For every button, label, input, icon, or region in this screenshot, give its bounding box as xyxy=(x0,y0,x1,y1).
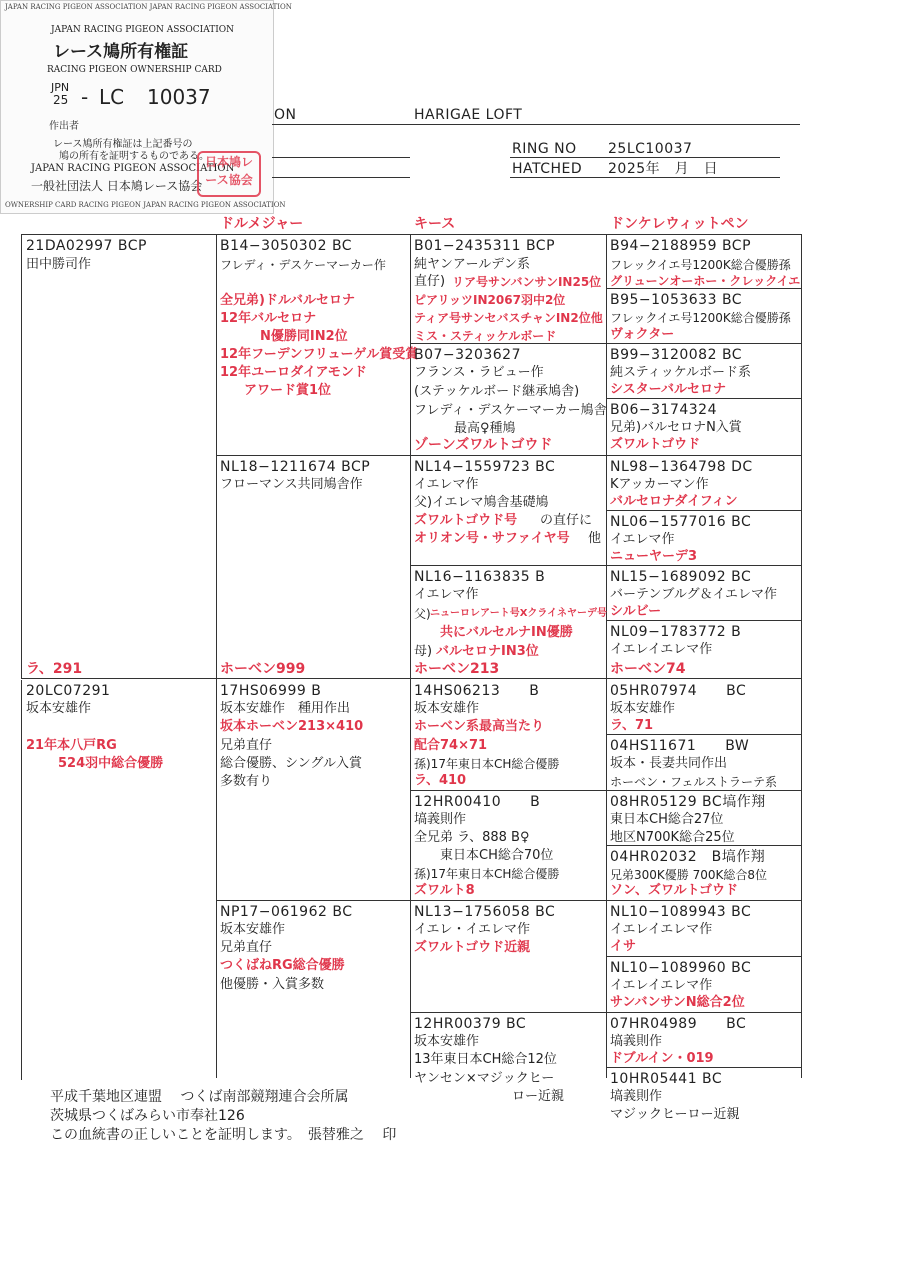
dam-achievement-1: 21年本八戸RG xyxy=(26,738,117,753)
card-dash: - xyxy=(81,85,89,109)
g4-g-ring: NL15−1689092 BC xyxy=(610,569,752,585)
g4-p-ring: 10HR05441 BC xyxy=(610,1071,723,1087)
dam-breeder: 坂本安雄作 xyxy=(26,701,92,716)
g4-g-line-1: バーテンブルグ＆イエレマ作 xyxy=(610,587,778,602)
g4-e-line-1: Kアッカーマン作 xyxy=(610,477,709,492)
g4-h-line-1: イエレイエレマ作 xyxy=(610,642,713,657)
g3-h-line-1: 坂本安雄作 xyxy=(414,1034,480,1049)
g3-e-red-2: 配合74×71 xyxy=(414,738,488,753)
g4-p-line-1: 塙義則作 xyxy=(610,1089,663,1104)
g4-f-line-1: イエレマ作 xyxy=(610,532,675,547)
g2-sire-line-1: フレディ・デスケーマーカー作 xyxy=(220,258,386,272)
g4-n-ring: NL10−1089960 BC xyxy=(610,960,752,976)
g3-c-ring: NL14−1559723 BC xyxy=(414,459,556,475)
g3-a-line-2: 直仔) xyxy=(414,274,446,289)
g4-k-ring: 08HR05129 BC塙作翔 xyxy=(610,794,766,810)
association-seal: 日本鳩レース協会 xyxy=(197,151,261,197)
g4-j-line-1: 坂本・長妻共同作出 xyxy=(610,756,728,771)
g3-b-line-2: (ステッケルボード継承鳩舎) xyxy=(414,384,580,399)
g3-c-red-1: ズワルトゴウド号 xyxy=(414,513,518,528)
g4-b-line-1: フレックイエ号1200K総合優勝孫 xyxy=(610,311,791,325)
g3-h-ring: 12HR00379 BC xyxy=(414,1016,527,1032)
g3-a-red-2: ピアリッツIN2067羽中2位 xyxy=(414,293,566,307)
g3-c-line-3: の直仔に xyxy=(540,513,593,528)
g4-a-red-1: グリューンオーホー・クレックイエ xyxy=(610,274,801,288)
g3-c-line-1: イエレマ作 xyxy=(414,477,479,492)
g4-p-line-2: マジックヒーロー近親 xyxy=(610,1107,740,1122)
footer-line-2: 茨城県つくばみらい市奉社126 xyxy=(50,1108,245,1124)
g3-b-ring: B07−3203627 xyxy=(414,347,521,363)
ring-label: RING NO xyxy=(512,141,577,157)
g4-k-line-1: 東日本CH総合27位 xyxy=(610,812,724,827)
g3-b-line-1: フランス・ラビュー作 xyxy=(414,365,544,380)
footer-line-3: この血統書の正しいことを証明します。 張替雅之 印 xyxy=(50,1127,397,1143)
g3-f-line-4: 孫)17年東日本CH総合優勝 xyxy=(414,867,560,881)
card-edge-bottom: OWNERSHIP CARD RACING PIGEON JAPAN RACING PIGEON ASSOCIATION xyxy=(5,201,286,209)
dam-name: ラ、291 xyxy=(26,661,83,677)
card-note-1: レース鳩所有権証は上記番号の xyxy=(53,139,193,150)
g3-a-red-4: ミス・スティッケルボード xyxy=(414,329,557,343)
g2-dam-sire-line-2: 兄弟直仔 xyxy=(220,738,273,753)
dam-ring: 20LC07291 xyxy=(26,683,111,699)
g3-c-name: ゾーンズワルトゴウド xyxy=(414,437,553,453)
g3-f-line-3: 東日本CH総合70位 xyxy=(440,848,554,863)
g2-dam-dam-line-2: 兄弟直仔 xyxy=(220,940,273,955)
g2-dam-sire-line-4: 多数有り xyxy=(220,774,273,789)
g3-h-line-2: 13年東日本CH総合12位 xyxy=(414,1052,557,1067)
g4-l-ring: 04HR02032 B塙作翔 xyxy=(610,849,766,865)
g4-i-red-1: ラ、71 xyxy=(610,718,654,733)
dam-achievement-2: 524羽中総合優勝 xyxy=(58,756,164,771)
g4-l-red-1: ソン、ズワルトゴウド xyxy=(610,883,739,898)
g4-o-red-1: ドブルイン・019 xyxy=(610,1051,714,1066)
g3-a-name: キース xyxy=(414,216,456,232)
card-assoc-en: JAPAN RACING PIGEON ASSOCIATION xyxy=(51,25,235,35)
footer-line-1: 平成千葉地区連盟 つくば南部競翔連合会所属 xyxy=(50,1089,349,1105)
header-partial: ON xyxy=(274,107,297,123)
g3-e-red-1: ホーベン系最高当たり xyxy=(414,719,545,734)
g3-e-ring: 14HS06213 B xyxy=(414,683,540,699)
g4-d-line-1: 兄弟)バルセロナN入賞 xyxy=(610,420,742,435)
g3-g-line-1: イエレ・イエレマ作 xyxy=(414,922,530,937)
g2-sire-dam-ring: NL18−1211674 BCP xyxy=(220,459,371,475)
g2-dam-sire-red-1: 坂本ホーベン213×410 xyxy=(220,719,364,734)
g4-j-line-2: ホーベン・フェルストラーテ系 xyxy=(610,775,778,789)
g4-a-ring: B94−2188959 BCP xyxy=(610,238,752,254)
g2-sire-red-2: 12年バルセロナ xyxy=(220,311,317,326)
g3-f-line-1: 塙義則作 xyxy=(414,812,467,827)
g4-c-ring: B99−3120082 BC xyxy=(610,347,743,363)
g3-d-red-2: 共にバルセルナIN優勝 xyxy=(440,625,573,640)
g3-b-line-3: フレディ・デスケーマーカー鳩舎 xyxy=(414,403,607,418)
card-loft: LC xyxy=(99,85,125,109)
sire-ring: 21DA02997 BCP xyxy=(26,238,147,254)
g2-dam-dam-line-1: 坂本安雄作 xyxy=(220,922,286,937)
g2-dam-sire-line-3: 総合優勝、シングル入賞 xyxy=(220,756,363,771)
g4-d-red-1: ズワルトゴウド xyxy=(610,437,701,452)
g3-e-name: ホーベン213 xyxy=(414,661,500,677)
g3-c-red-2: オリオン号・サファイヤ号 xyxy=(414,531,570,546)
g2-sire-red-6: アワード賞1位 xyxy=(244,383,332,398)
g2-sire-name: ドルメジャー xyxy=(220,216,304,232)
g3-c-line-2: 父)イエレマ鳩舎基礎鳩 xyxy=(414,495,549,510)
g4-f-red-1: ニューヤーデ3 xyxy=(610,549,698,564)
g3-e-red-3: ラ、410 xyxy=(414,773,467,788)
ownership-card xyxy=(0,0,292,214)
hatched-label: HATCHED xyxy=(512,161,583,177)
g4-d-ring: B06−3174324 xyxy=(610,402,717,418)
card-assoc-jp: 一般社団法人 日本鳩レース協会 xyxy=(31,179,203,193)
g2-sire-dam-line-1: フローマンス共同鳩舎作 xyxy=(220,477,363,492)
g4-j-ring: 04HS11671 BW xyxy=(610,738,750,754)
g3-d-ring: NL16−1163835 B xyxy=(414,569,546,585)
hatched-value: 2025年 月 日 xyxy=(608,161,719,177)
ring-number: 25LC10037 xyxy=(608,141,693,157)
g3-f-line-2: 全兄弟 ラ、888 B♀ xyxy=(414,830,530,845)
card-title-en: RACING PIGEON OWNERSHIP CARD xyxy=(47,65,222,75)
g4-n-line-1: イエレイエレマ作 xyxy=(610,978,713,993)
g4-c-line-1: 純スティッケルボード系 xyxy=(610,365,752,380)
g3-f-red-1: ズワルト8 xyxy=(414,883,475,898)
card-assoc-en-2: JAPAN RACING PIGEON ASSOCIATION xyxy=(31,163,235,174)
card-note-2: 鳩の所有を証明するものである。 xyxy=(59,151,209,162)
card-author-label: 作出者 xyxy=(49,121,79,132)
sire-breeder: 田中勝司作 xyxy=(26,257,92,272)
g4-f-ring: NL06−1577016 BC xyxy=(610,514,752,530)
g3-c-line-4: 他 xyxy=(588,531,602,546)
g4-h-ring: NL09−1783772 B xyxy=(610,624,742,640)
g3-a-line-1: 純ヤンアールデン系 xyxy=(414,257,530,272)
g3-e-line-1: 坂本安雄作 xyxy=(414,701,480,716)
g3-d-red-3: バルセロナIN3位 xyxy=(436,644,539,659)
g4-e-red-1: バルセロナダイフィン xyxy=(610,494,738,509)
g4-m-red-1: イサ xyxy=(610,939,637,954)
g2-dam-dam-line-3: 他優勝・入賞多数 xyxy=(220,977,325,992)
g3-g-red-1: ズワルトゴウド近親 xyxy=(414,940,531,955)
g4-n-red-1: サンバンサンN総合2位 xyxy=(610,995,745,1010)
g3-a-ring: B01−2435311 BCP xyxy=(414,238,556,254)
card-number: 10037 xyxy=(147,85,211,109)
g3-e-line-2: 孫)17年東日本CH総合優勝 xyxy=(414,757,560,771)
g2-sire-red-1: 全兄弟)ドルバルセロナ xyxy=(220,293,356,308)
g4-l-line-1: 兄弟300K優勝 700K総合8位 xyxy=(610,868,767,882)
g4-o-ring: 07HR04989 BC xyxy=(610,1016,747,1032)
g3-h-line-4: ロー近親 xyxy=(512,1089,565,1104)
g2-dam-dam-red-1: つくばねRG総合優勝 xyxy=(220,958,345,973)
g4-i-name: ホーベン74 xyxy=(610,661,686,677)
card-year: 25 xyxy=(53,93,69,107)
g4-b-red-1: ヴォクター xyxy=(610,327,675,342)
g2-dam-sire-ring: 17HS06999 B xyxy=(220,683,322,699)
g4-k-line-2: 地区N700K総合25位 xyxy=(610,830,735,845)
g4-b-ring: B95−1053633 BC xyxy=(610,292,743,308)
g3-d-line-2: 父) xyxy=(414,607,431,621)
g3-d-line-1: イエレマ作 xyxy=(414,587,479,602)
g3-a-red-1: リア号サンバンサンIN25位 xyxy=(452,275,602,289)
g2-dam-sire-line-1: 坂本安雄作 種用作出 xyxy=(220,701,351,716)
g4-m-ring: NL10−1089943 BC xyxy=(610,904,752,920)
g2-sire-ring: B14−3050302 BC xyxy=(220,238,353,254)
g3-b-line-4: 最高♀種鳩 xyxy=(454,421,516,436)
g3-g-ring: NL13−1756058 BC xyxy=(414,904,556,920)
g2-dam-dam-ring: NP17−061962 BC xyxy=(220,904,353,920)
g4-i-line-1: 坂本安雄作 xyxy=(610,701,676,716)
g4-i-ring: 05HR07974 BC xyxy=(610,683,747,699)
g3-d-line-3: 母) xyxy=(414,644,433,659)
g2-dam-sire-name: ホーベン999 xyxy=(220,661,306,677)
g3-h-line-3: ヤンセン×マジックヒー xyxy=(414,1071,555,1086)
card-country: JPN xyxy=(51,81,70,94)
g4-a-name: ドンケレウィットペン xyxy=(610,216,749,232)
g4-a-line-1: フレックイエ号1200K総合優勝孫 xyxy=(610,258,791,272)
g3-f-ring: 12HR00410 B xyxy=(414,794,541,810)
card-title-jp: レース鳩所有権証 xyxy=(53,42,189,62)
card-edge-text: JAPAN RACING PIGEON ASSOCIATION JAPAN RACING PIGEON ASSOCIATION xyxy=(5,3,292,11)
g3-a-red-3: ティア号サンセバスチャンIN2位他 xyxy=(414,311,603,325)
g2-sire-red-5: 12年ユーロダイアモンド xyxy=(220,365,367,380)
loft-name: HARIGAE LOFT xyxy=(414,107,523,123)
g4-m-line-1: イエレイエレマ作 xyxy=(610,922,713,937)
g4-g-red-1: シルビー xyxy=(610,604,662,619)
g4-o-line-1: 塙義則作 xyxy=(610,1034,663,1049)
g3-d-red-1: ニューロレアート号Xクライネヤーデ号 xyxy=(430,608,608,619)
g2-sire-red-3: N優勝同IN2位 xyxy=(260,329,348,344)
g2-sire-red-4: 12年フーデンフリューゲル賞受賞 xyxy=(220,347,419,362)
g4-e-ring: NL98−1364798 DC xyxy=(610,459,753,475)
g4-c-red-1: シスターバルセロナ xyxy=(610,382,726,397)
